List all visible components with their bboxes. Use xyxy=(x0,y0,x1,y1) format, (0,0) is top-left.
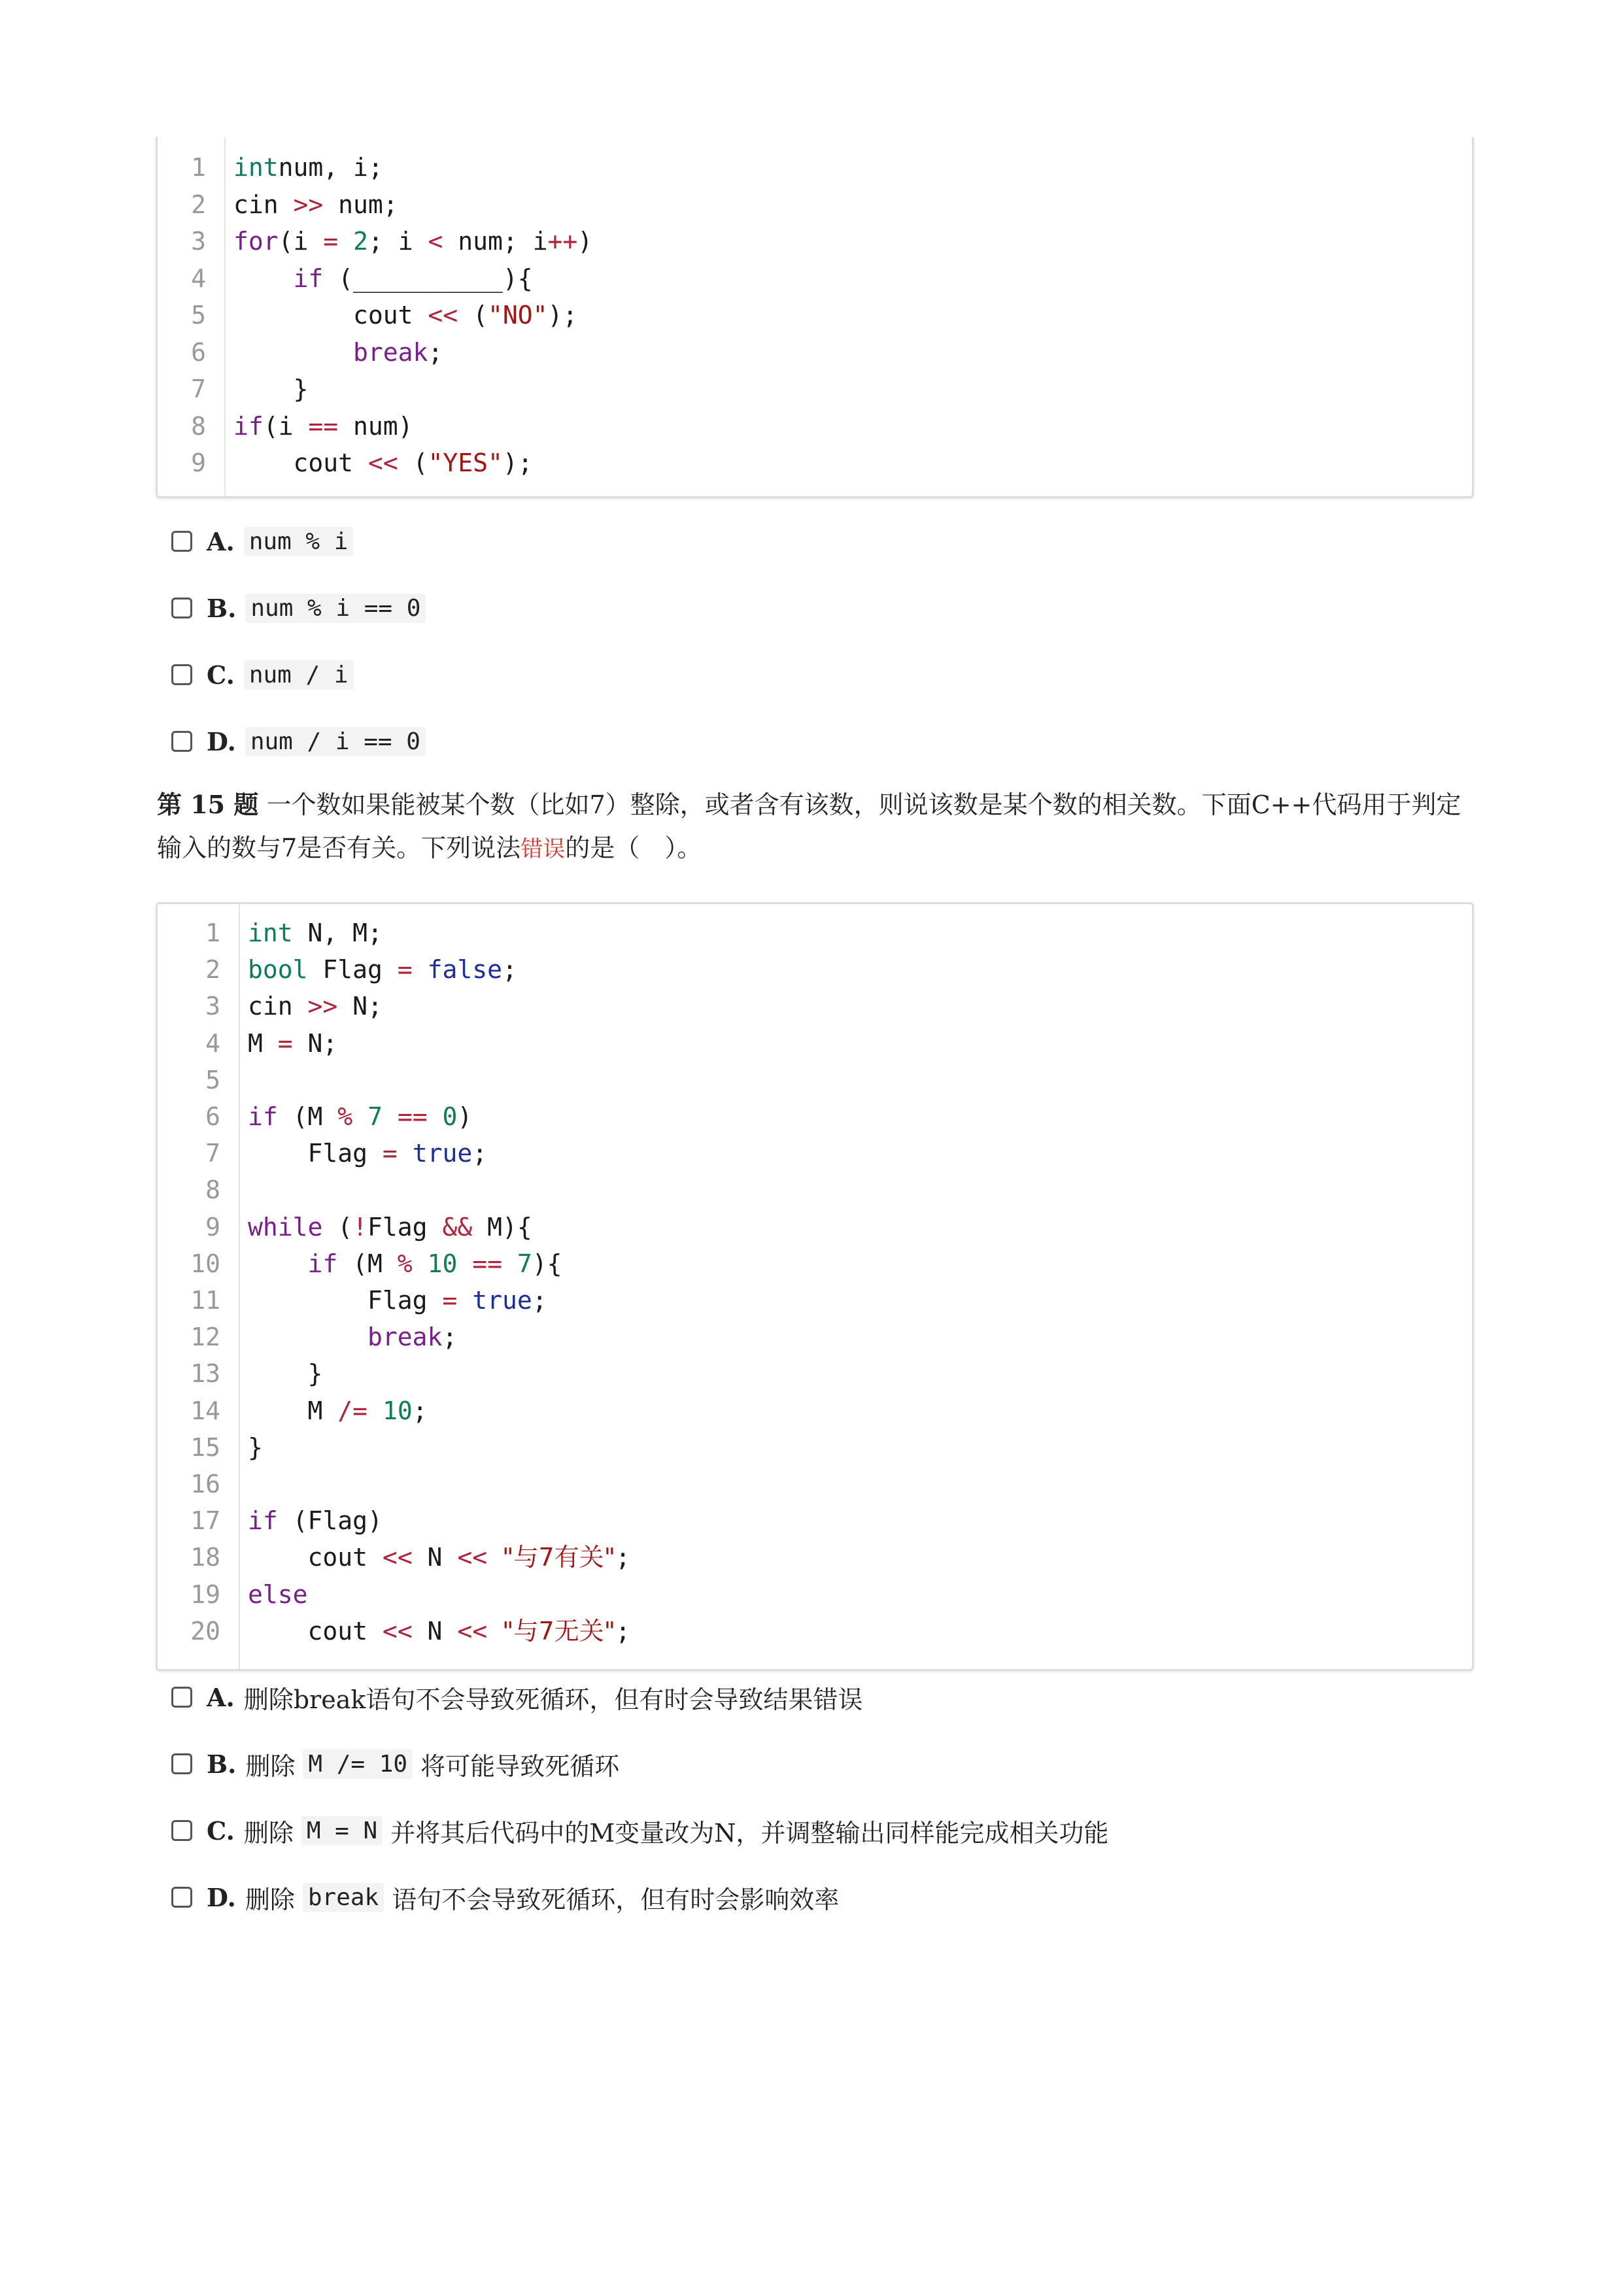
code-token xyxy=(248,1323,367,1351)
code-line xyxy=(248,1098,472,1135)
code-token: << xyxy=(382,1616,413,1646)
code-token: << xyxy=(367,448,398,477)
code-token: << xyxy=(382,1543,413,1572)
line-number: 20 xyxy=(190,1616,220,1646)
code-token: < xyxy=(428,227,443,256)
code-token: /= xyxy=(337,1396,368,1425)
option-b[interactable] xyxy=(171,1744,619,1783)
code-token: ! xyxy=(352,1212,368,1241)
code-token xyxy=(502,1249,517,1278)
line-number-gutter xyxy=(158,137,226,496)
code-token: "与7无关" xyxy=(502,1616,616,1646)
code-token: M){ xyxy=(472,1212,532,1241)
line-number: 4 xyxy=(205,1028,220,1058)
code-token: cout xyxy=(248,1616,383,1646)
code-line xyxy=(248,951,517,988)
line-number: 5 xyxy=(205,1065,220,1094)
line-number: 13 xyxy=(190,1359,220,1389)
code-line xyxy=(248,1135,487,1172)
code-line xyxy=(248,1429,263,1466)
line-number: 7 xyxy=(191,375,206,403)
checkbox-icon[interactable] xyxy=(171,664,192,685)
line-number: 8 xyxy=(191,411,206,441)
code-token: (i xyxy=(263,411,309,441)
option-text: 删除 xyxy=(243,1818,294,1848)
code-token: = xyxy=(323,227,339,256)
code-token: } xyxy=(248,1432,263,1462)
code-token: (__________){ xyxy=(323,263,533,293)
question-15 xyxy=(157,783,1471,871)
code-token: = xyxy=(442,1286,458,1315)
code-line xyxy=(233,408,413,445)
code-token: (Flag) xyxy=(277,1506,383,1536)
code-token: ( xyxy=(398,448,428,477)
code-token: while xyxy=(248,1212,323,1241)
line-number: 10 xyxy=(190,1249,220,1278)
code-token: N; xyxy=(292,1028,338,1058)
code-line xyxy=(248,1576,308,1613)
code-token: ); xyxy=(502,448,533,477)
option-letter: B. xyxy=(207,1749,237,1779)
code-token: << xyxy=(457,1543,488,1572)
line-number: 3 xyxy=(205,992,220,1021)
code-token: ; xyxy=(615,1543,630,1572)
line-number: 11 xyxy=(190,1286,220,1315)
code-token: cout xyxy=(248,1543,383,1572)
code-line xyxy=(248,1539,630,1576)
code-token: N, M; xyxy=(292,919,383,947)
code-token: } xyxy=(248,1359,323,1389)
checkbox-icon[interactable] xyxy=(171,731,192,752)
code-token: break xyxy=(367,1323,443,1352)
code-token: int xyxy=(233,153,279,182)
code-line xyxy=(248,915,383,951)
code-line xyxy=(233,334,443,371)
code-token: ); xyxy=(547,301,578,329)
code-line xyxy=(233,223,592,260)
line-number: 14 xyxy=(190,1396,220,1425)
code-token xyxy=(338,227,353,256)
code-token: % xyxy=(397,1249,413,1278)
code-token: cin xyxy=(248,992,308,1021)
code-token: ; xyxy=(532,1286,547,1315)
code-token: && xyxy=(442,1212,473,1241)
code-token: 0 xyxy=(442,1102,458,1131)
code-token: num; i xyxy=(443,227,548,256)
code-token: "与7有关" xyxy=(502,1543,616,1572)
code-token: num; xyxy=(323,190,398,219)
code-token: true xyxy=(412,1139,473,1168)
code-token xyxy=(383,1102,398,1131)
code-token: break xyxy=(353,337,428,367)
code-token: 10 xyxy=(427,1249,458,1278)
code-token: Flag xyxy=(307,955,398,985)
code-token xyxy=(367,1396,383,1425)
line-number: 15 xyxy=(190,1432,220,1462)
code-token: if xyxy=(293,263,324,293)
line-number: 5 xyxy=(191,301,206,329)
option-c[interactable] xyxy=(171,655,354,694)
code-token: N xyxy=(412,1543,458,1572)
code-token: num) xyxy=(338,411,413,441)
option-letter: A. xyxy=(207,526,235,556)
code-token: else xyxy=(248,1579,308,1609)
code-line xyxy=(233,149,383,186)
line-number: 17 xyxy=(190,1506,220,1536)
code-token: M xyxy=(248,1028,278,1058)
checkbox-icon[interactable] xyxy=(171,1753,192,1774)
option-text: 并将其后代码中的M变量改为N，并调整输出同样能完成相关功能 xyxy=(390,1818,1109,1848)
code-token: = xyxy=(382,1139,398,1168)
code-token xyxy=(457,1286,472,1315)
option-letter: B. xyxy=(207,593,237,623)
code-line xyxy=(248,1393,428,1429)
code-token: if xyxy=(233,411,264,441)
code-token: = xyxy=(277,1028,293,1058)
code-token xyxy=(428,1102,443,1131)
code-token xyxy=(352,1102,367,1131)
code-token: if xyxy=(248,1102,278,1131)
question-number: 第 15 题 xyxy=(157,790,259,819)
code-line xyxy=(248,1025,337,1062)
code-token: 7 xyxy=(517,1249,532,1278)
code-token: N; xyxy=(337,992,383,1021)
line-number: 19 xyxy=(190,1579,220,1609)
code-line xyxy=(248,1209,532,1245)
code-token: ++ xyxy=(547,227,578,256)
line-number: 9 xyxy=(205,1212,220,1241)
question-text-after: 的是（ ）。 xyxy=(565,834,702,862)
option-code: M /= 10 xyxy=(303,1749,413,1779)
option-code: num / i xyxy=(244,660,354,690)
option-letter: D. xyxy=(207,726,236,756)
code-token: Flag xyxy=(367,1212,443,1241)
question-text-before: 一个数如果能被某个数（比如7）整除，或者含有该数，则说该数是某个数的相关数。下面C++代码用于判定输入的数与7是否有关。下列说法 xyxy=(157,790,1461,862)
code-token: ; xyxy=(442,1323,458,1352)
code-token: M xyxy=(248,1396,338,1425)
line-number: 1 xyxy=(191,153,206,182)
code-block-q15 xyxy=(156,902,1474,1671)
code-token: << xyxy=(457,1616,488,1646)
code-token: if xyxy=(248,1506,278,1536)
code-line xyxy=(248,1502,383,1539)
code-token: } xyxy=(233,375,309,403)
option-code: num / i == 0 xyxy=(245,727,426,756)
code-token: cin xyxy=(233,190,294,219)
code-token: >> xyxy=(307,992,338,1021)
code-token: ; xyxy=(428,337,443,367)
line-number: 9 xyxy=(191,448,206,477)
line-number: 7 xyxy=(205,1139,220,1168)
code-token: ; xyxy=(615,1616,630,1646)
option-c[interactable] xyxy=(171,1811,1108,1850)
code-token xyxy=(248,1249,308,1278)
code-token: cout xyxy=(233,448,368,477)
code-token: 10 xyxy=(382,1396,413,1425)
code-token xyxy=(413,955,428,984)
option-letter: A. xyxy=(207,1682,235,1712)
code-token: int xyxy=(248,919,293,947)
checkbox-icon[interactable] xyxy=(171,1687,192,1708)
code-token: << xyxy=(428,301,458,329)
code-line xyxy=(233,445,533,481)
option-code: break xyxy=(303,1883,384,1912)
code-token xyxy=(487,1543,502,1572)
line-number: 2 xyxy=(205,955,220,985)
line-number: 3 xyxy=(191,227,206,256)
code-token: true xyxy=(472,1286,532,1315)
code-token: Flag xyxy=(248,1286,443,1315)
code-token xyxy=(398,1139,413,1168)
code-token: if xyxy=(307,1249,338,1278)
code-token: ){ xyxy=(532,1249,562,1278)
code-token: >> xyxy=(293,190,324,219)
option-code: num % i == 0 xyxy=(245,594,426,623)
code-line xyxy=(248,1282,547,1319)
checkbox-icon[interactable] xyxy=(171,1820,192,1841)
option-b[interactable] xyxy=(171,588,426,628)
code-token: false xyxy=(427,955,502,985)
line-number: 18 xyxy=(190,1543,220,1572)
code-token: ) xyxy=(577,227,593,256)
checkbox-icon[interactable] xyxy=(171,531,192,552)
checkbox-icon[interactable] xyxy=(171,598,192,618)
line-number: 12 xyxy=(190,1323,220,1352)
code-block-q14 xyxy=(156,137,1474,498)
code-line xyxy=(248,988,383,1024)
code-token: N xyxy=(412,1616,458,1646)
code-token: == xyxy=(308,411,339,441)
code-line xyxy=(248,1245,562,1282)
code-token: for xyxy=(233,227,279,256)
code-token: % xyxy=(337,1102,353,1131)
line-number: 6 xyxy=(191,337,206,367)
option-a[interactable] xyxy=(171,1678,863,1717)
option-text: 删除 xyxy=(245,1751,296,1781)
code-token: ; xyxy=(502,955,517,985)
code-line xyxy=(233,371,308,407)
line-number: 1 xyxy=(205,919,220,947)
line-number-gutter xyxy=(158,904,240,1669)
code-token: ; xyxy=(412,1396,428,1425)
code-token: (M xyxy=(277,1102,338,1131)
option-a[interactable] xyxy=(171,522,353,561)
code-token: ; xyxy=(472,1139,488,1168)
code-token: (M xyxy=(337,1249,398,1278)
option-d[interactable] xyxy=(171,1878,839,1917)
code-token: 7 xyxy=(367,1102,383,1131)
code-token: == xyxy=(472,1249,502,1278)
code-line xyxy=(233,297,577,333)
question-highlight: 错误 xyxy=(521,836,566,862)
code-line xyxy=(248,1613,630,1649)
code-token: (i xyxy=(278,227,324,256)
code-token: == xyxy=(397,1102,428,1131)
code-token: "YES" xyxy=(428,448,503,477)
code-token: ; i xyxy=(367,227,428,256)
code-token xyxy=(413,1249,428,1278)
code-line xyxy=(233,186,398,223)
option-letter: C. xyxy=(207,1815,235,1846)
option-code: num % i xyxy=(244,527,354,556)
code-token: Flag xyxy=(248,1139,383,1168)
option-text: 将可能导致死循环 xyxy=(420,1751,620,1781)
line-number: 2 xyxy=(191,190,206,219)
option-letter: D. xyxy=(207,1882,236,1912)
code-token xyxy=(457,1249,472,1278)
code-token: = xyxy=(397,955,413,985)
code-token: ( xyxy=(322,1212,353,1241)
option-letter: C. xyxy=(207,660,235,690)
line-number: 16 xyxy=(190,1470,220,1498)
option-code: M = N xyxy=(301,1816,383,1846)
code-token: "NO" xyxy=(487,301,548,329)
option-text: 删除break语句不会导致死循环，但有时会导致结果错误 xyxy=(243,1685,863,1714)
option-text: 语句不会导致死循环，但有时会影响效率 xyxy=(392,1885,840,1914)
code-token xyxy=(233,338,353,367)
code-token: ( xyxy=(458,301,488,329)
code-token xyxy=(233,264,294,293)
code-token: bool xyxy=(248,955,308,985)
code-line xyxy=(233,260,533,297)
option-d[interactable] xyxy=(171,722,426,761)
code-token: cout xyxy=(233,301,428,329)
code-token: ) xyxy=(457,1102,473,1131)
code-token: num, i; xyxy=(278,153,383,182)
line-number: 8 xyxy=(205,1175,220,1205)
code-line xyxy=(248,1355,322,1392)
line-number: 6 xyxy=(205,1102,220,1131)
code-token: 2 xyxy=(353,227,368,256)
code-line xyxy=(248,1319,457,1355)
checkbox-icon[interactable] xyxy=(171,1887,192,1908)
line-number: 4 xyxy=(191,263,206,293)
option-text: 删除 xyxy=(245,1885,295,1914)
code-token xyxy=(487,1617,502,1646)
